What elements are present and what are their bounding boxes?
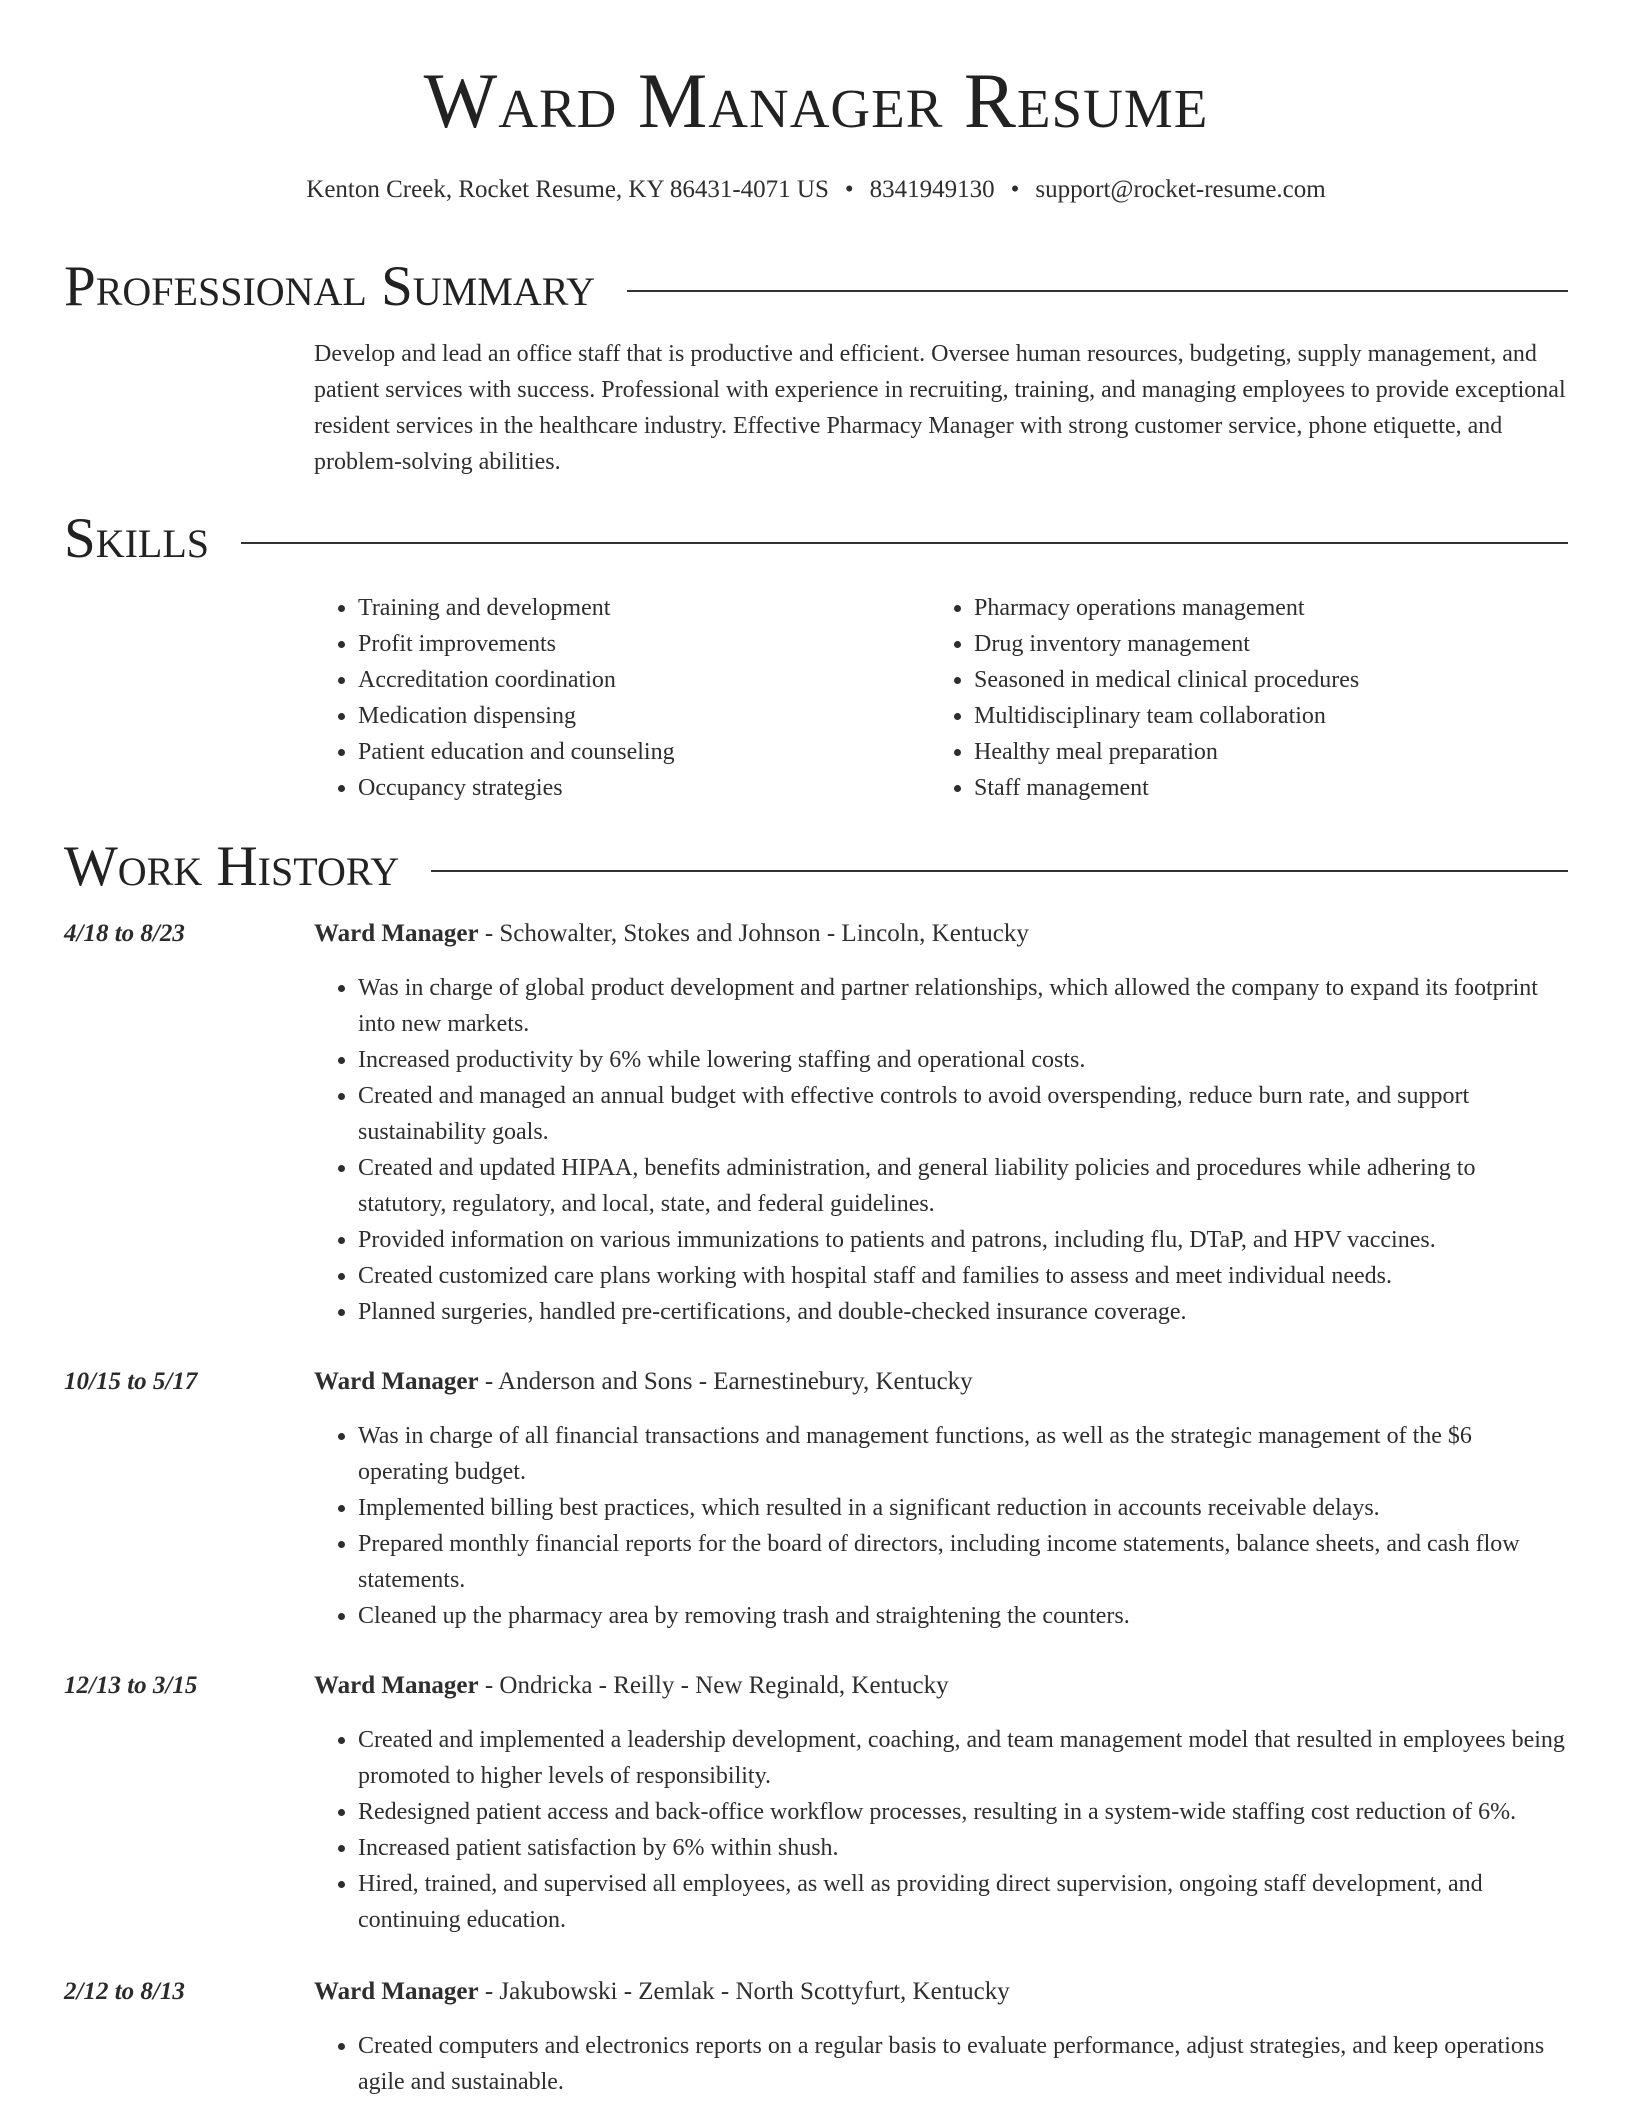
job-details: - Anderson and Sons - Earnestinebury, Kentucky	[478, 1368, 973, 1395]
job-duties	[314, 1418, 1568, 1634]
job-dates: 10/15 to 5/17	[64, 1368, 198, 1395]
summary-heading: Professional Summary	[64, 255, 596, 318]
job-dates: 4/18 to 8/23	[64, 920, 185, 947]
section-divider	[627, 290, 1568, 292]
contact-phone: 8341949130	[869, 176, 995, 203]
duty-item: • Was in charge of global product development and partner relationships, which allowed the company to expand its footprint into new markets.	[358, 970, 1568, 1042]
summary-text: Develop and lead an office staff that is productive and efficient. Oversee human resources, budgeting, supply management, and patient services with success. Professional with experience in recruiting, training, and managing employees to provide exceptional resident services in the healthcare industry. Effective Pharmacy Manager with strong customer service, phone etiquette, and problem-solving abilities.	[314, 341, 1566, 475]
section-divider	[431, 870, 1568, 872]
job-role: Ward Manager	[314, 920, 479, 947]
job-title-line	[314, 920, 1568, 948]
skill-item: • Pharmacy operations management	[974, 590, 1570, 626]
skill-item: • Occupancy strategies	[358, 770, 894, 806]
duty-item: • Created and updated HIPAA, benefits administration, and general liability policies and procedures while adhering to statutory, regulatory, and local, state, and federal guidelines.	[358, 1150, 1568, 1222]
skill-item: • Training and development	[358, 590, 894, 626]
skill-item: • Staff management	[974, 770, 1570, 806]
contact-separator: •	[1010, 176, 1020, 203]
skills-column-left	[314, 590, 894, 806]
duty-item: • Provided information on various immunizations to patients and patrons, including flu, DTaP, and HPV vaccines.	[358, 1222, 1568, 1258]
job-role: Ward Manager	[314, 1672, 479, 1699]
duty-item: • Prepared monthly financial reports for the board of directors, including income statements, balance sheets, and cash flow statements.	[358, 1526, 1568, 1598]
contact-address: Kenton Creek, Rocket Resume, KY 86431-4071 US	[306, 176, 829, 203]
duty-item: • Created computers and electronics reports on a regular basis to evaluate performance, adjust strategies, and keep operations agile and sustainable.	[358, 2028, 1568, 2100]
duty-item: • Increased patient satisfaction by 6% within shush.	[358, 1830, 1568, 1866]
duty-item: • Was in charge of all financial transactions and management functions, as well as the strategic management of the $6 operating budget.	[358, 1418, 1568, 1490]
skills-heading: Skills	[64, 507, 210, 570]
skill-item: • Profit improvements	[358, 626, 894, 662]
skill-item: • Healthy meal preparation	[974, 734, 1570, 770]
job-title-line	[314, 1368, 1568, 1396]
job-dates: 2/12 to 8/13	[64, 1978, 185, 2005]
duty-item: • Redesigned patient access and back-office workflow processes, resulting in a system-wide staffing cost reduction of 6%.	[358, 1794, 1568, 1830]
job-role: Ward Manager	[314, 1978, 479, 2005]
job-title-line	[314, 1978, 1568, 2006]
summary-section-header	[64, 255, 1568, 318]
skill-item: • Drug inventory management	[974, 626, 1570, 662]
job-title-line	[314, 1672, 1568, 1700]
skill-item: • Seasoned in medical clinical procedures	[974, 662, 1570, 698]
job-duties	[314, 1722, 1568, 1938]
resume-title: Ward Manager Resume	[423, 57, 1209, 144]
work-heading: Work History	[64, 835, 400, 898]
skill-item: • Accreditation coordination	[358, 662, 894, 698]
work-section-header	[64, 835, 1568, 898]
duty-item: • Created and implemented a leadership development, coaching, and team management model that resulted in employees being promoted to higher levels of responsibility.	[358, 1722, 1568, 1794]
duty-item: • Created and managed an annual budget with effective controls to avoid overspending, reduce burn rate, and support sustainability goals.	[358, 1078, 1568, 1150]
contact-separator: •	[844, 176, 854, 203]
skill-item: • Medication dispensing	[358, 698, 894, 734]
section-divider	[241, 542, 1568, 544]
job-details: - Schowalter, Stokes and Johnson - Lincoln, Kentucky	[478, 920, 1029, 947]
duty-item: • Cleaned up the pharmacy area by removing trash and straightening the counters.	[358, 1598, 1568, 1634]
duty-item: • Implemented billing best practices, which resulted in a significant reduction in accounts receivable delays.	[358, 1490, 1568, 1526]
skill-item: • Patient education and counseling	[358, 734, 894, 770]
duty-item: • Created customized care plans working with hospital staff and families to assess and meet individual needs.	[358, 1258, 1568, 1294]
job-role: Ward Manager	[314, 1368, 479, 1395]
job-duties	[314, 970, 1568, 1330]
duty-item: • Planned surgeries, handled pre-certifications, and double-checked insurance coverage.	[358, 1294, 1568, 1330]
contact-email: support@rocket-resume.com	[1035, 176, 1326, 203]
job-duties	[314, 2028, 1568, 2100]
skills-column-right	[930, 590, 1570, 806]
skills-section-header	[64, 507, 1568, 570]
job-dates: 12/13 to 3/15	[64, 1672, 198, 1699]
contact-line	[0, 176, 1632, 204]
duty-item: • Hired, trained, and supervised all employees, as well as providing direct supervision, ongoing staff development, and continuing education.	[358, 1866, 1568, 1938]
job-details: - Ondricka - Reilly - New Reginald, Kentucky	[478, 1672, 949, 1699]
skill-item: • Multidisciplinary team collaboration	[974, 698, 1570, 734]
duty-item: • Increased productivity by 6% while lowering staffing and operational costs.	[358, 1042, 1568, 1078]
job-details: - Jakubowski - Zemlak - North Scottyfurt, Kentucky	[478, 1978, 1010, 2005]
